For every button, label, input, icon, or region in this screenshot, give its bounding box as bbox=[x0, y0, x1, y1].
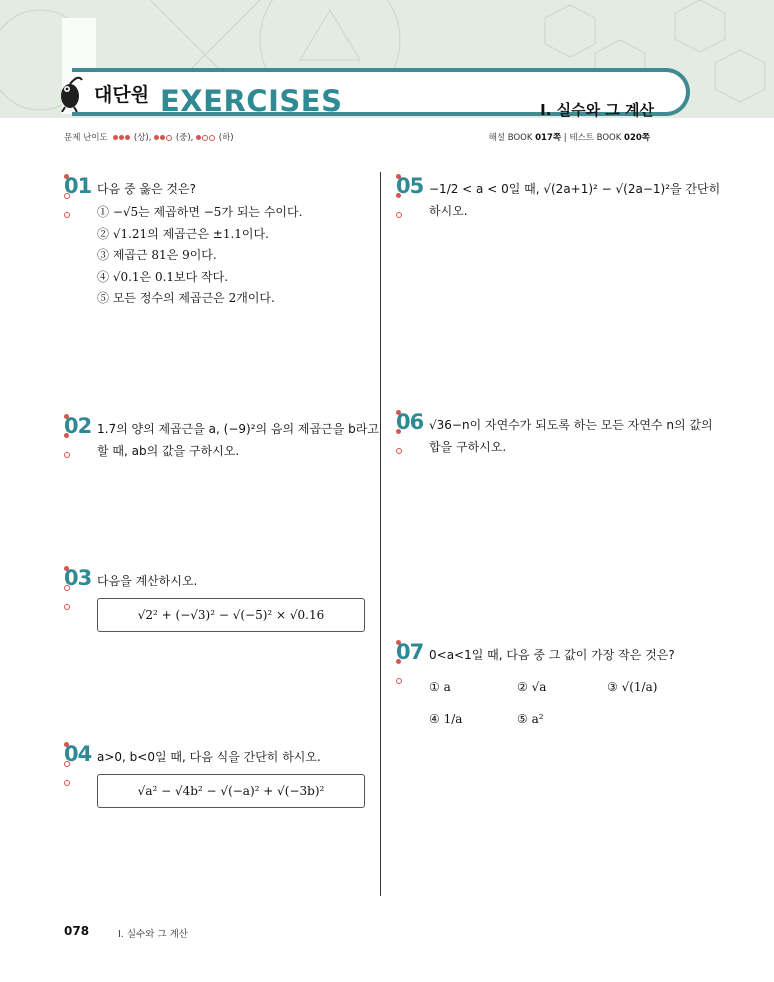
choice-item[interactable]: ② √1.21의 제곱근은 ±1.1이다. bbox=[97, 226, 269, 241]
answer-ref-prefix: 해설 BOOK bbox=[488, 133, 533, 143]
choice-item[interactable]: ③ √(1/a) bbox=[607, 680, 658, 694]
choice-item[interactable]: ② √a bbox=[517, 680, 547, 694]
problem-number: 04 bbox=[64, 742, 92, 766]
difficulty-high-label: (상), bbox=[133, 133, 152, 143]
expression-box: √2² + (−√3)² − √(−5)² × √0.16 bbox=[97, 598, 365, 632]
problem-number: 02 bbox=[64, 414, 92, 438]
problem-number: 07 bbox=[396, 640, 424, 664]
difficulty-mid-icon bbox=[154, 133, 173, 143]
choice-item[interactable]: ③ 제곱근 81은 9이다. bbox=[97, 248, 217, 262]
difficulty-mid-label: (중), bbox=[175, 133, 194, 143]
problem-text-line: 하시오. bbox=[429, 204, 468, 218]
difficulty-legend bbox=[64, 131, 234, 143]
column-divider bbox=[380, 172, 381, 896]
problem-text-line: 할 때, ab의 값을 구하시오. bbox=[97, 444, 240, 458]
footer-chapter: Ⅰ. 실수와 그 계산 bbox=[118, 929, 188, 940]
problem-text: 다음 중 옳은 것은? bbox=[97, 182, 196, 196]
answer-ref-page2: 020쪽 bbox=[624, 133, 650, 143]
choice-item[interactable]: ⑤ 모든 정수의 제곱근은 2개이다. bbox=[97, 291, 275, 305]
problem-text: a>0, b<0일 때, 다음 식을 간단히 하시오. bbox=[97, 750, 321, 764]
answer-ref-page1: 017쪽 bbox=[535, 133, 562, 143]
expression-box: √a² − √4b² − √(−a)² + √(−3b)² bbox=[97, 774, 365, 808]
problem-text-line: 합을 구하시오. bbox=[429, 440, 507, 454]
chapter-title: Ⅰ. 실수와 그 계산 bbox=[540, 101, 654, 119]
choice-list bbox=[97, 202, 302, 310]
difficulty-label: 문제 난이도 bbox=[64, 133, 108, 143]
answer-ref-separator: | 테스트 BOOK bbox=[563, 133, 622, 143]
problem-number: 06 bbox=[396, 410, 424, 434]
problem-text bbox=[97, 418, 379, 462]
problem-number: 01 bbox=[64, 174, 92, 198]
choice-item[interactable]: ① −√5는 제곱하면 −5가 되는 수이다. bbox=[97, 205, 303, 219]
answer-reference bbox=[489, 131, 650, 143]
problem-text-line: √36−n이 자연수가 되도록 하는 모든 자연수 n의 값의 bbox=[429, 418, 713, 432]
choice-item[interactable]: ④ 1/a bbox=[429, 712, 463, 726]
difficulty-low-label: (하) bbox=[218, 133, 234, 143]
choice-item[interactable]: ④ √0.1은 0.1보다 작다. bbox=[97, 269, 229, 284]
problem-text bbox=[429, 414, 713, 458]
difficulty-low-icon bbox=[196, 133, 216, 143]
problem-number: 03 bbox=[64, 566, 92, 590]
problem-text: 0<a<1일 때, 다음 중 그 값이 가장 작은 것은? bbox=[429, 648, 675, 662]
page-number: 078 bbox=[64, 924, 90, 938]
problem-text-line: −1/2 < a < 0일 때, √(2a+1)² − √(2a−1)²을 간단히 bbox=[429, 182, 721, 196]
problem-text-line: 1.7̇의 양의 제곱근을 a, (−9)²의 음의 제곱근을 b라고 bbox=[97, 422, 379, 436]
unit-label: 대단원 bbox=[94, 84, 150, 106]
problem-number: 05 bbox=[396, 174, 424, 198]
problem-text: 다음을 계산하시오. bbox=[97, 574, 198, 588]
choice-item[interactable]: ⑤ a² bbox=[517, 712, 544, 726]
choice-item[interactable]: ① a bbox=[429, 680, 451, 694]
difficulty-high-icon bbox=[113, 133, 131, 143]
mascot-icon bbox=[56, 74, 84, 112]
exercises-title: EXERCISES bbox=[160, 84, 343, 118]
problem-text bbox=[429, 178, 720, 222]
